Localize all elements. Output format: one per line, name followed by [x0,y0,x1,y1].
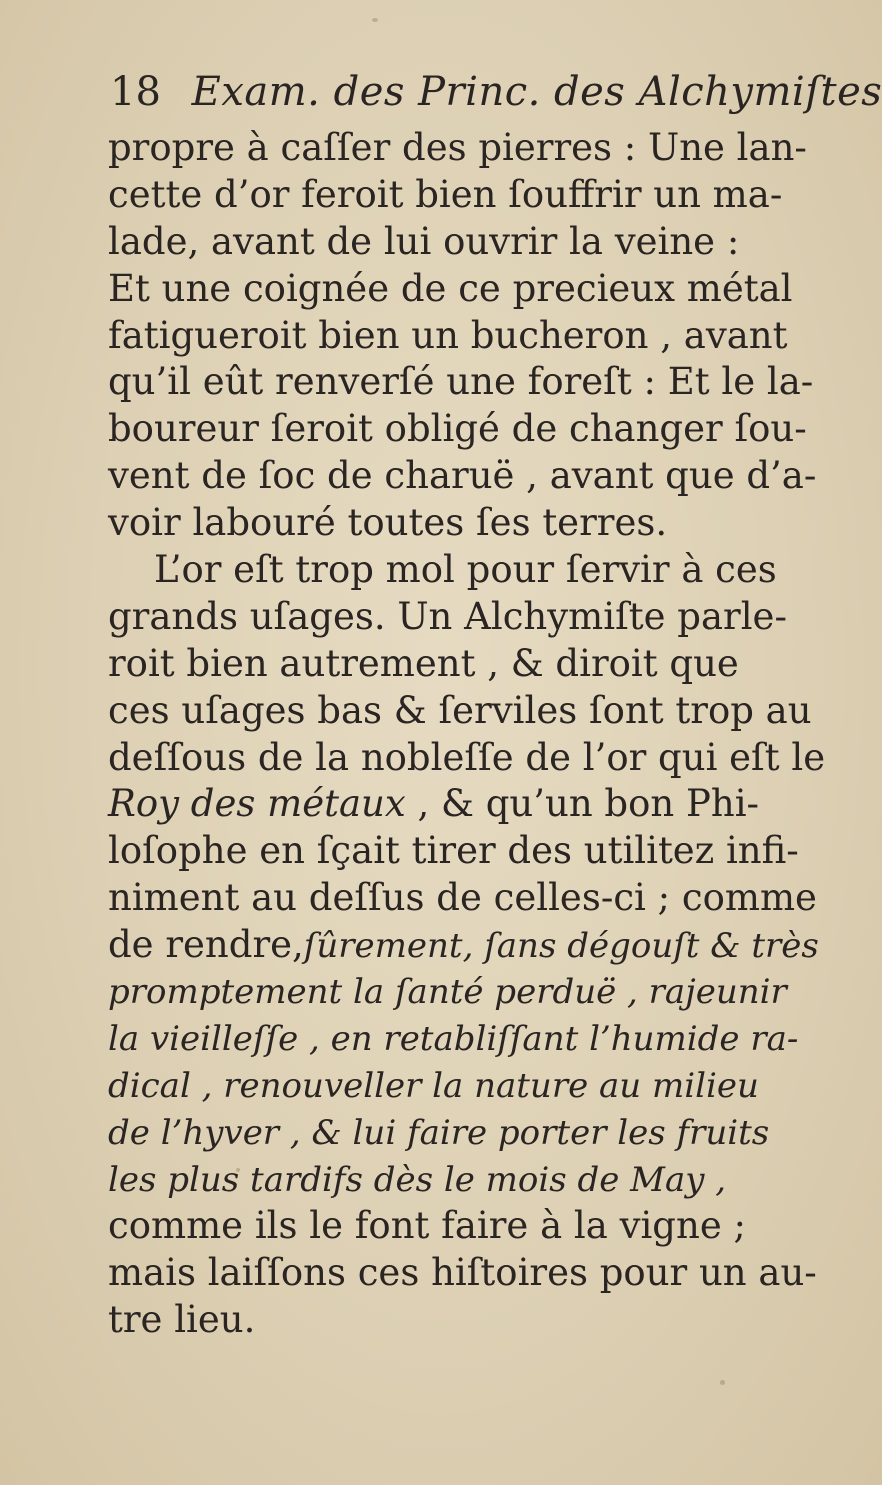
text-line: comme ils le font faire à la vigne ; [108,1204,746,1248]
text-line: niment au deſſus de celles-ci ; comme [108,876,817,920]
text-line: lade, avant de lui ouvrir la veine : [108,219,740,263]
text-line: cette d’or feroit bien ſouffrir un ma- [108,172,783,216]
paper-speck [236,1168,240,1172]
text-line: ces uſages bas & ſerviles ſont trop au [108,688,812,732]
text-line: loſophe en ſçait tirer des utilitez infi- [108,829,799,873]
roman-phrase: de rendre, [108,923,304,967]
paper-speck [372,18,378,22]
text-line: deſſous de la nobleſſe de l’or qui eſt le [108,735,826,779]
text-line-mixed [108,781,778,828]
text-line: mais laiſſons ces hiſtoires pour un au- [108,1251,817,1295]
italic-phrase: ſûrement, ſans dégouſt & très [303,926,819,967]
text-line: fatigueroit bien un bucheron , avant [108,313,788,357]
page-header [110,62,882,122]
italic-text-line: la vieilleſſe , en retabliſſant l’humide ra- [108,1018,799,1059]
paper-speck [720,1380,725,1385]
text-line: qu’il eût renverſé une foreſt : Et le la- [108,360,814,404]
text-line: voir labouré toutes ſes terres. [108,501,668,545]
text-line: propre à caſſer des pierres : Une lan- [108,126,807,169]
italic-text-line: de l’hyver , & lui faire porter les fruits [108,1112,770,1153]
page-number: 18 [110,69,161,115]
text-line: boureur ſeroit obligé de changer ſou- [108,407,807,451]
text-line: roit bien autrement , & diroit que [108,641,739,685]
paragraph-first-line: L’or eſt trop mol pour ſervir à ces [154,548,777,592]
text-line-mixed [108,922,819,969]
text-line: vent de ſoc de charuë , avant que d’a- [108,454,817,498]
running-title: Exam. des Princ. des Alchymiſtes [191,69,882,115]
italic-text-line: les plus tardifs dès le mois de May , [108,1159,727,1200]
text-line: tre lieu. [108,1298,256,1342]
italic-phrase: Roy des métaux [108,782,406,826]
body-text [108,125,826,1344]
text-line: grands uſages. Un Alchymiſte parle- [108,594,787,638]
italic-text-line: dical , renouveller la nature au milieu [108,1065,759,1106]
roman-phrase: , & qu’un bon Phi- [417,782,760,826]
italic-text-line: promptement la ſanté perduë , rajeunir [108,972,787,1013]
text-line: Et une coignée de ce precieux métal [108,266,793,310]
